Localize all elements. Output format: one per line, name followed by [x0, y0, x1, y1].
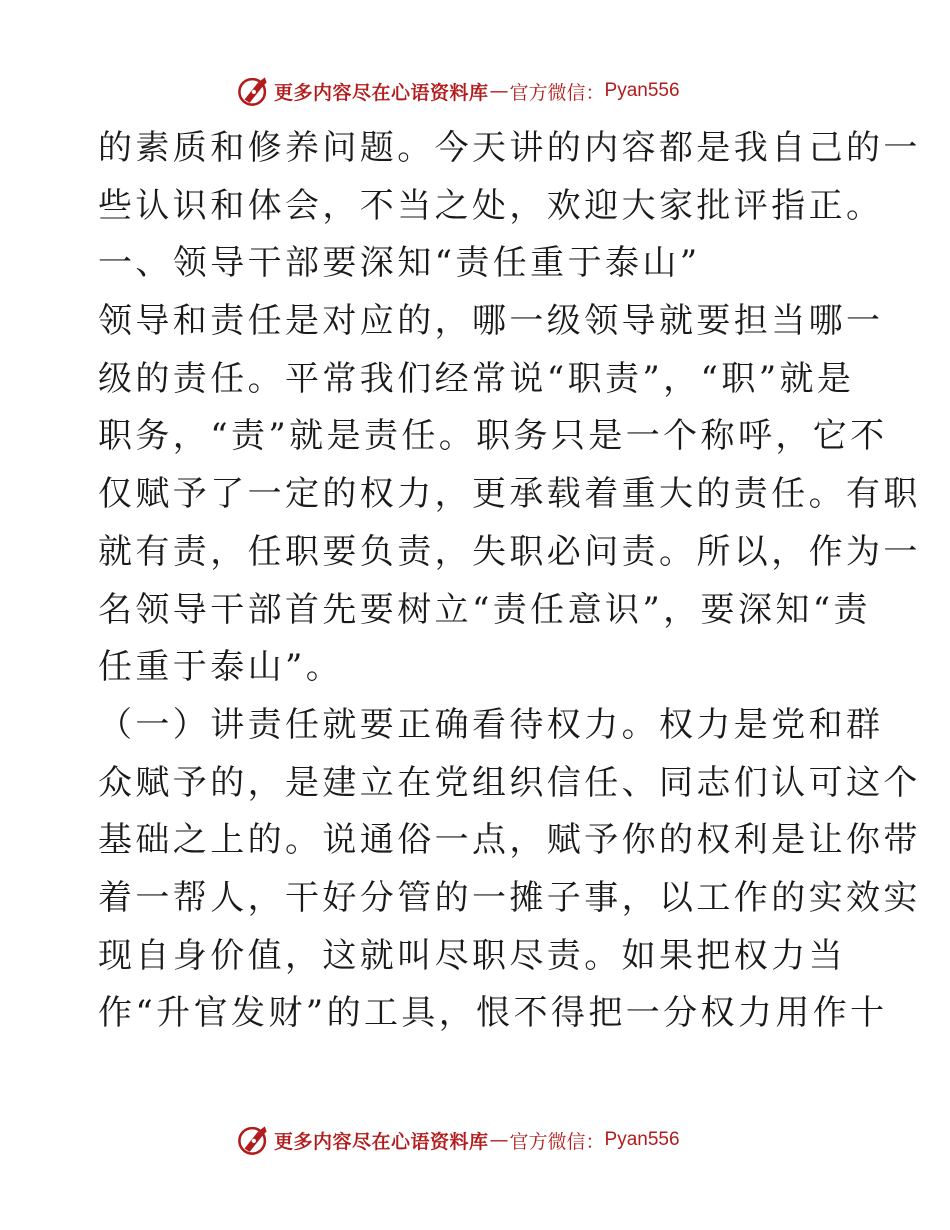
body-line: 任重于泰山”。 — [98, 647, 344, 688]
watermark-site-text: 更多内容尽在心语资料库 — [274, 1130, 489, 1153]
body-line: 着一帮人，干好分管的一摊子事，以工作的实效实 — [98, 877, 921, 918]
watermark-wechat-id: Pyan556 — [604, 1129, 680, 1150]
section-heading: 一、领导干部要深知“责任重于泰山” — [98, 243, 701, 284]
body-line: 现自身价值，这就叫尽职尽责。如果把权力当 — [98, 935, 846, 976]
body-line: 作“升官发财”的工具，恨不得把一分权力用作十 — [98, 993, 888, 1034]
subsection-heading: （一）讲责任就要正确看待权力。权力是党和群 — [98, 704, 884, 745]
body-line: 就有责，任职要负责，失职必问责。所以，作为一 — [98, 531, 921, 572]
body-line: 的素质和修养问题。今天讲的内容都是我自己的一 — [98, 128, 921, 168]
watermark-official-text: 官方微信： — [509, 1130, 605, 1153]
footer-watermark — [236, 1122, 680, 1158]
pen-nib-logo-icon — [236, 1123, 270, 1157]
pen-nib-logo-icon — [236, 74, 270, 108]
body-line: 众赋予的，是建立在党组织信任、同志们认可这个 — [98, 762, 921, 803]
watermark-dash: — — [489, 1129, 509, 1151]
header-watermark — [236, 73, 680, 109]
body-line: 基础之上的。说通俗一点，赋予你的权利是让你带 — [98, 820, 921, 861]
body-line: 领导和责任是对应的，哪一级领导就要担当哪一 — [98, 301, 884, 342]
body-line: 仅赋予了一定的权力，更承载着重大的责任。有职 — [98, 474, 921, 515]
document-body — [98, 120, 921, 1043]
watermark-wechat-id: Pyan556 — [604, 80, 680, 101]
body-line: 些认识和体会，不当之处，欢迎大家批评指正。 — [98, 185, 884, 226]
watermark-official-text: 官方微信： — [509, 81, 605, 104]
watermark-dash: — — [489, 80, 509, 102]
body-line: 级的责任。平常我们经常说“职责”，“职”就是 — [98, 358, 855, 399]
body-line: 职务，“责”就是责任。职务只是一个称呼，它不 — [98, 416, 888, 457]
body-line: 名领导干部首先要树立“责任意识”，要深知“责 — [98, 589, 871, 630]
watermark-site-text: 更多内容尽在心语资料库 — [274, 81, 489, 104]
